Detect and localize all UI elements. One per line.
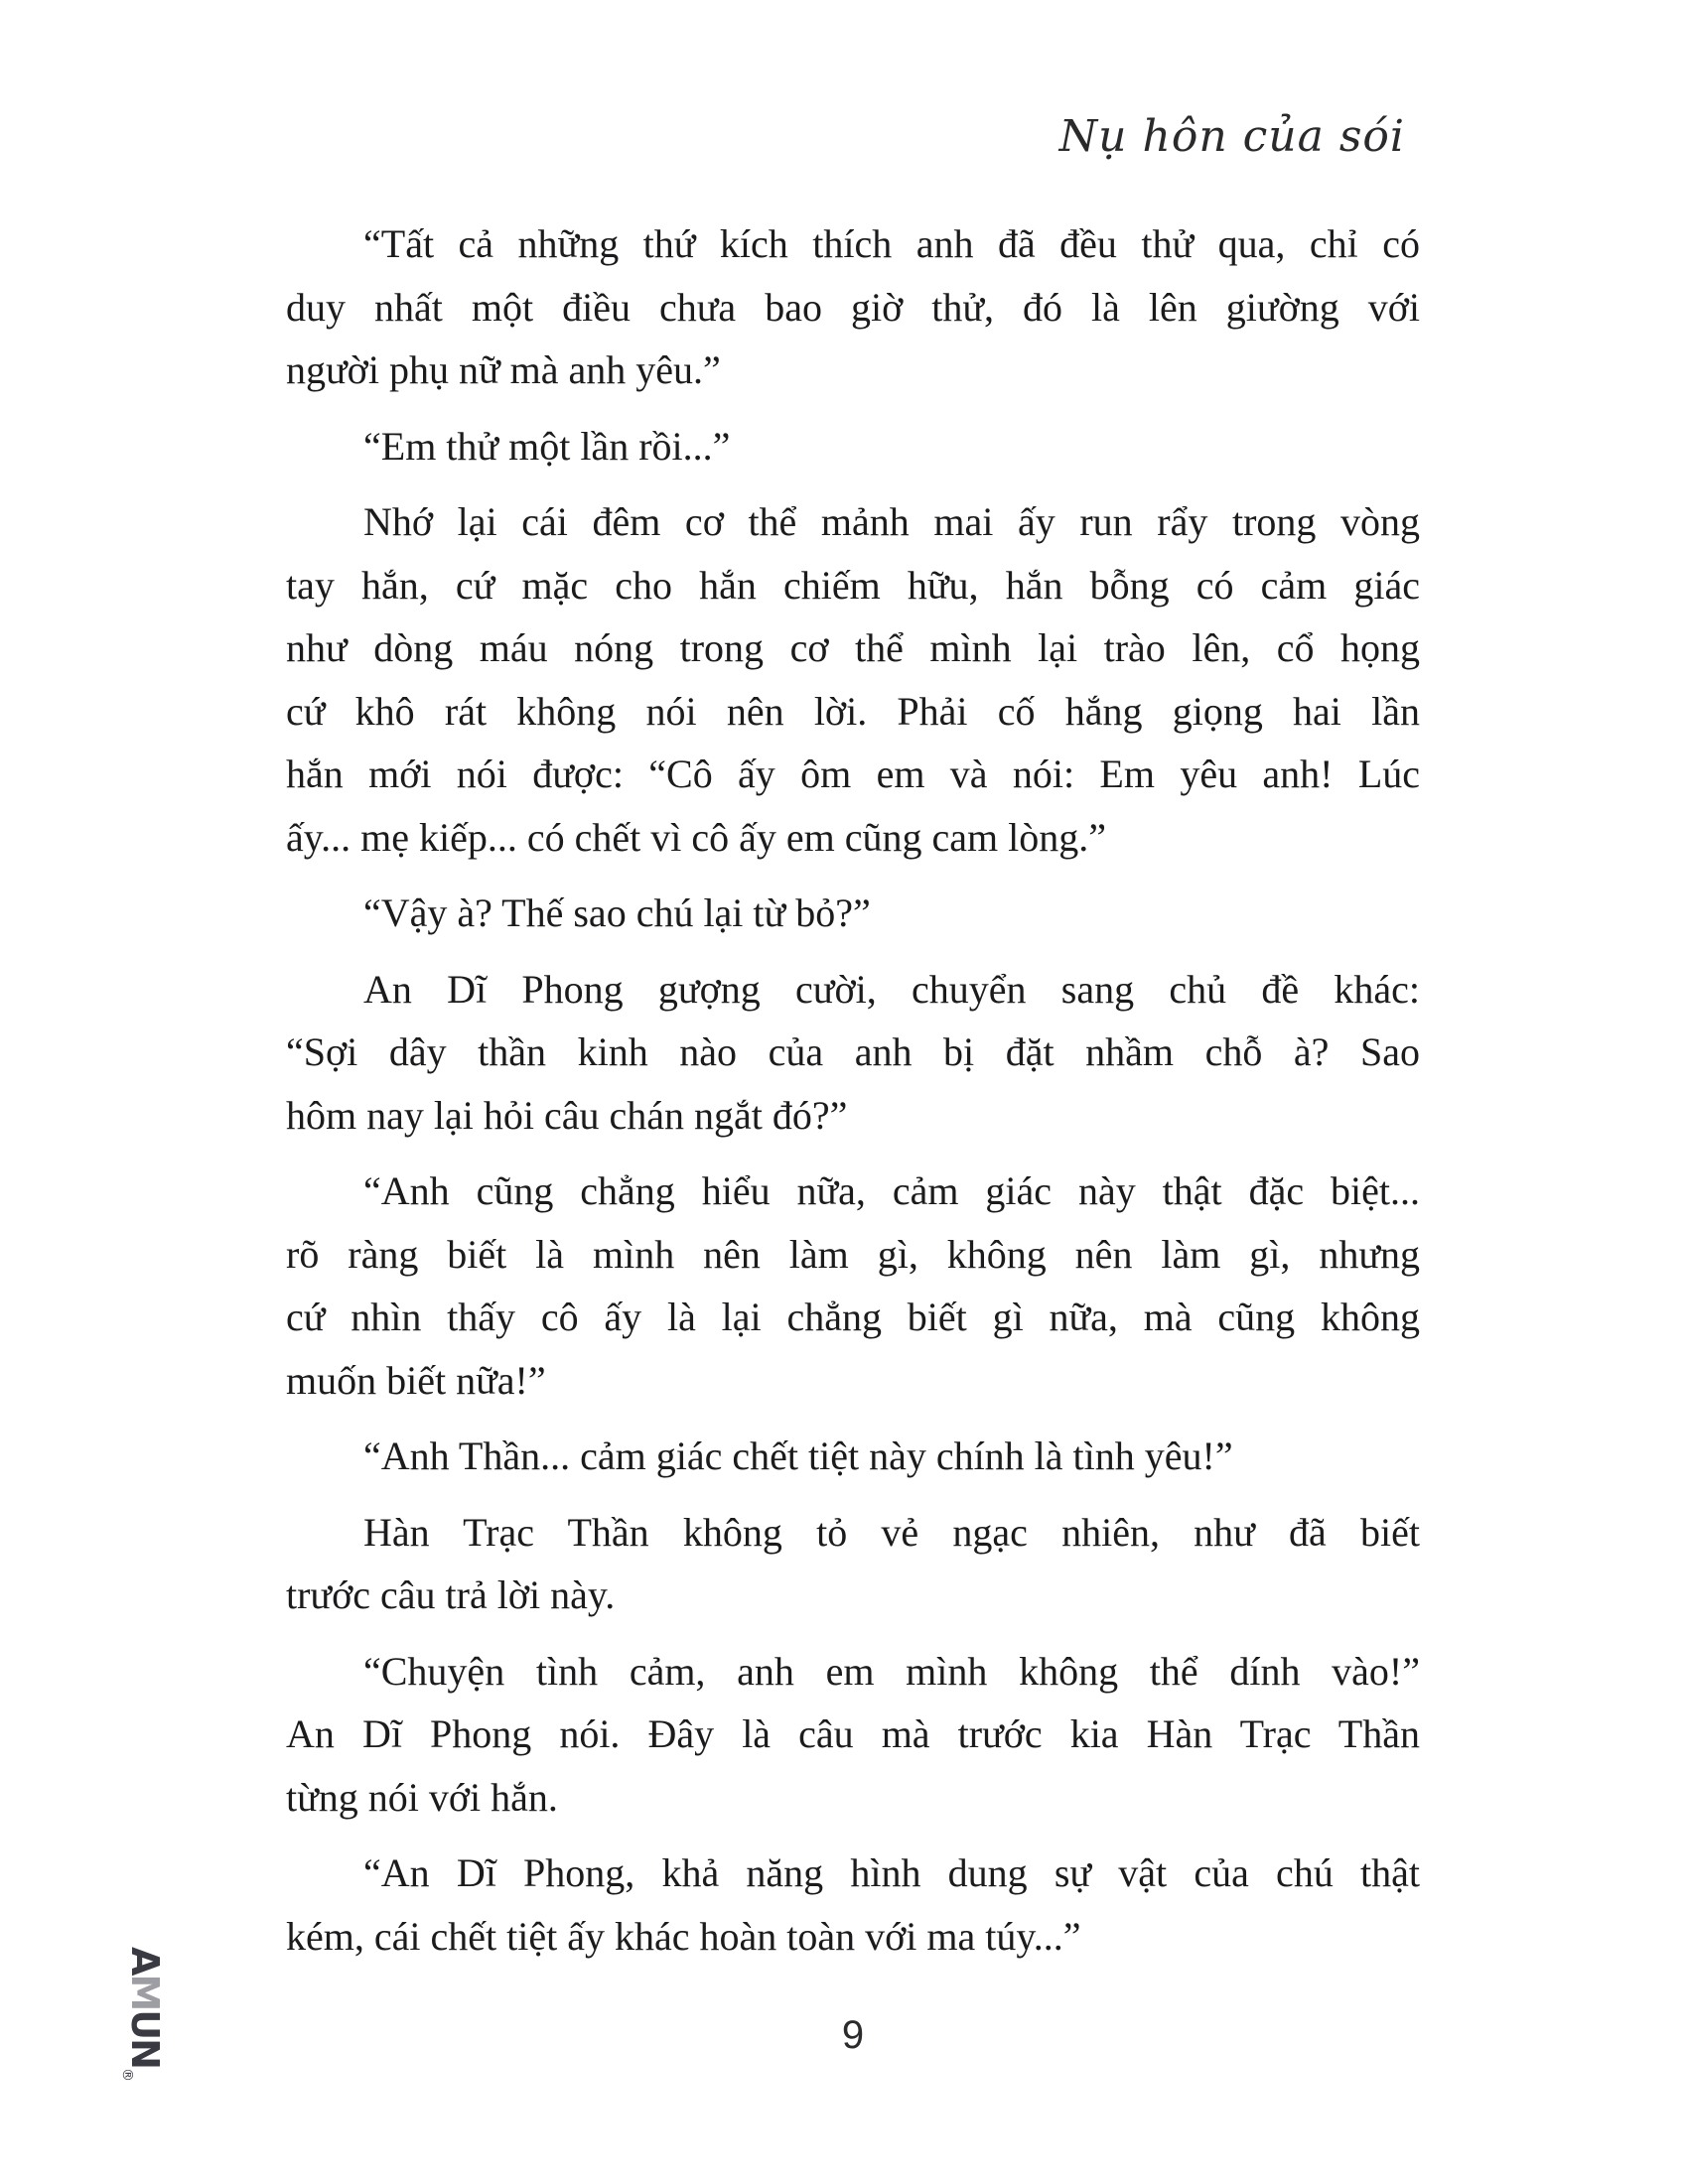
text-line: rõ ràng biết là mình nên làm gì, không nên làm gì, nhưng: [286, 1231, 1420, 1277]
logo-letter-u: U: [122, 2009, 167, 2039]
text-line: Hàn Trạc Thần không tỏ vẻ ngạc nhiên, như đã biết: [363, 1509, 1420, 1555]
text-line: “Anh Thần... cảm giác chết tiệt này chính là tình yêu!”: [363, 1433, 1233, 1478]
running-header-title: Nụ hôn của sói: [1058, 111, 1405, 162]
text-line: “Anh cũng chẳng hiểu nữa, cảm giác này thật đặc biệt...: [363, 1168, 1420, 1213]
text-line: Nhớ lại cái đêm cơ thể mảnh mai ấy run rẩy trong vòng: [363, 499, 1420, 544]
text-line: cứ khô rát không nói nên lời. Phải cố hắng giọng hai lần: [286, 688, 1420, 734]
text-line: hôm nay lại hỏi câu chán ngắt đó?”: [286, 1092, 848, 1138]
paragraph: [286, 1501, 1420, 1627]
logo-letter-m: M: [122, 1974, 167, 2010]
paragraph: [286, 490, 1420, 869]
text-line: hắn mới nói được: “Cô ấy ôm em và nói: Em yêu anh! Lúc: [286, 751, 1420, 796]
text-line: duy nhất một điều chưa bao giờ thử, đó là lên giường với: [286, 284, 1420, 330]
paragraph: [286, 882, 1420, 945]
text-line: “An Dĩ Phong, khả năng hình dung sự vật của chú thật: [363, 1850, 1420, 1895]
text-line: An Dĩ Phong gượng cười, chuyển sang chủ đề khác:: [363, 966, 1420, 1012]
text-line: kém, cái chết tiệt ấy khác hoàn toàn với ma túy...”: [286, 1913, 1081, 1959]
paragraph: [286, 1842, 1420, 1968]
text-line: người phụ nữ mà anh yêu.”: [286, 347, 721, 392]
text-line: từng nói với hắn.: [286, 1774, 558, 1820]
registered-trademark-icon: ®: [119, 2067, 136, 2082]
publisher-logo-text: [119, 1947, 167, 2082]
logo-letter-a: A: [122, 1947, 167, 1975]
paragraph: [286, 1425, 1420, 1488]
text-line: như dòng máu nóng trong cơ thể mình lại trào lên, cổ họng: [286, 625, 1420, 670]
text-line: “Chuyện tình cảm, anh em mình không thể dính vào!”: [363, 1648, 1420, 1694]
text-line: “Tất cả những thứ kích thích anh đã đều thử qua, chỉ có: [363, 221, 1420, 266]
page-number: 9: [841, 2013, 865, 2057]
paragraph: [286, 415, 1420, 478]
paragraph: [286, 958, 1420, 1148]
body-text: [286, 212, 1420, 1980]
text-line: “Vậy à? Thế sao chú lại từ bỏ?”: [363, 890, 871, 935]
text-line: cứ nhìn thấy cô ấy là lại chẳng biết gì nữa, mà cũng không: [286, 1295, 1420, 1339]
publisher-logo-amun: [117, 1949, 167, 2080]
text-line: An Dĩ Phong nói. Đây là câu mà trước kia Hàn Trạc Thần: [286, 1711, 1420, 1756]
paragraph: [286, 1160, 1420, 1412]
text-line: trước câu trả lời này.: [286, 1572, 616, 1617]
text-line: “Sợi dây thần kinh nào của anh bị đặt nhầm chỗ à? Sao: [286, 1029, 1420, 1074]
text-line: “Em thử một lần rồi...”: [363, 423, 731, 469]
text-line: ấy... mẹ kiếp... có chết vì cô ấy em cũng cam lòng.”: [286, 814, 1106, 860]
text-line: tay hắn, cứ mặc cho hắn chiếm hữu, hắn bỗng có cảm giác: [286, 562, 1420, 608]
paragraph: [286, 1640, 1420, 1830]
logo-letter-n: N: [122, 2038, 167, 2068]
paragraph: [286, 212, 1420, 402]
text-line: muốn biết nữa!”: [286, 1357, 546, 1403]
